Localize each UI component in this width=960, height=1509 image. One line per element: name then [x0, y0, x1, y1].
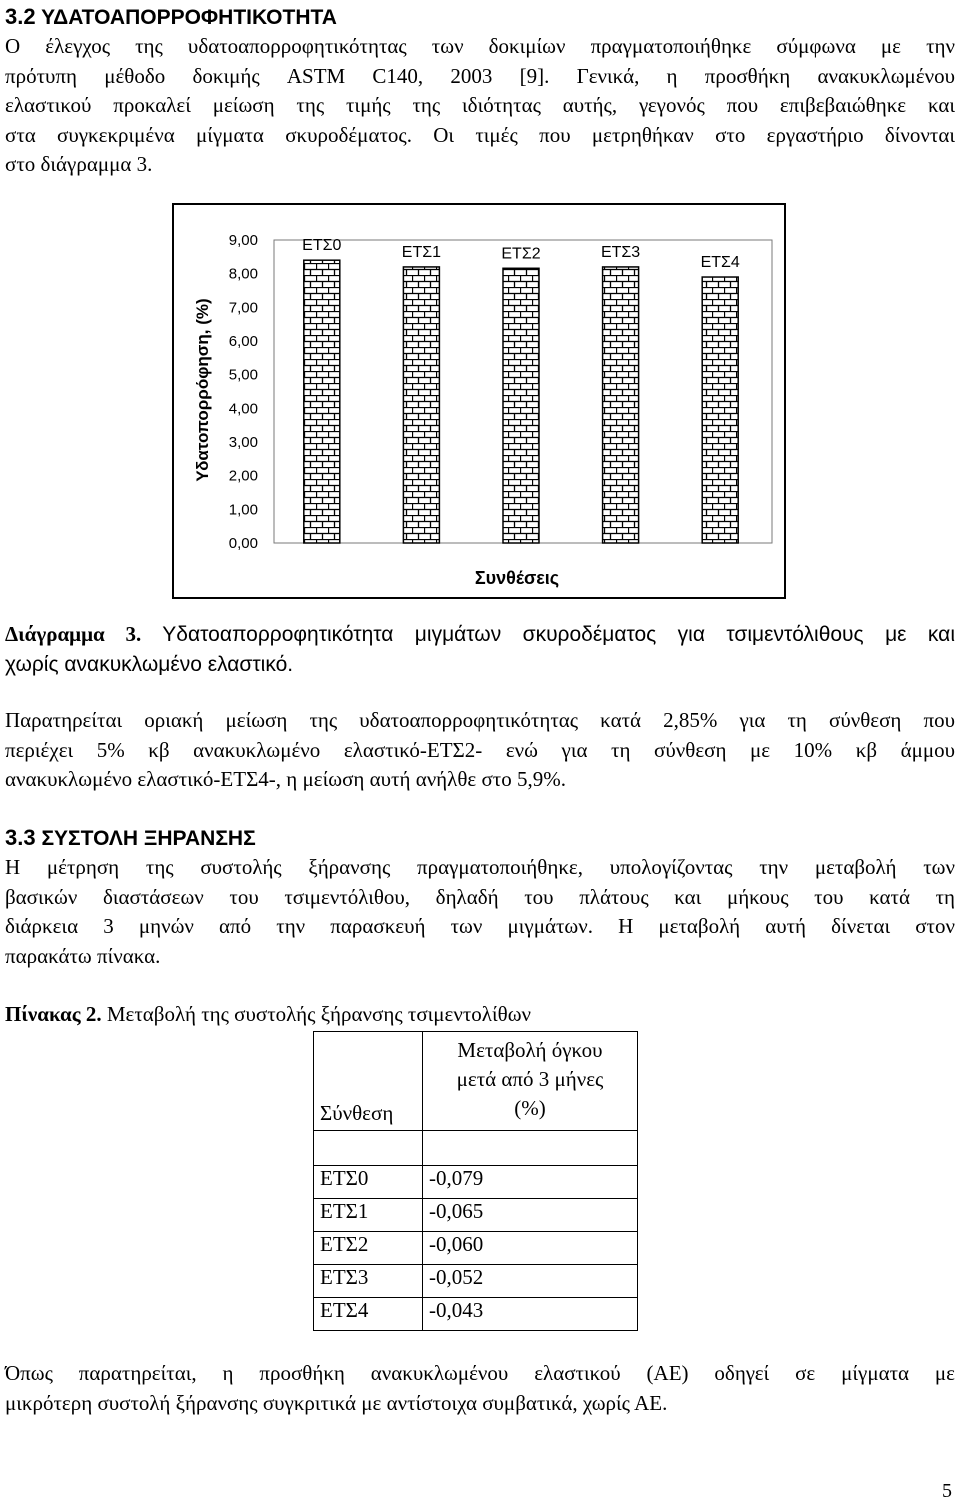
bar: [304, 260, 340, 543]
paragraph-line: παρακάτω πίνακα.: [5, 943, 161, 968]
paragraph-line: μικρότερη συστολή ξήρανσης συγκριτικά με αντίστοιχα συμβατικά, χωρίς ΑΕ.: [5, 1390, 668, 1415]
section-heading-3-2: [5, 4, 337, 30]
table-spacer-cell: [314, 1131, 423, 1166]
water-absorption-chart: [172, 203, 788, 602]
header-line: μετά από 3 μήνες: [456, 1067, 604, 1091]
table-cell-change: -0,065: [423, 1199, 638, 1232]
bar-category-label: ΕΤΣ2: [501, 245, 541, 263]
paragraph-line: στα συγκεκριμένα μίγματα σκυροδέματος. Οι τιμές που μετρηθήκαν στο εργαστήριο δίνονται: [5, 122, 955, 147]
section-number: 3.2: [5, 4, 36, 29]
table-cell-composition: ΕΤΣ0: [314, 1166, 423, 1199]
y-tick-label: 5,00: [228, 366, 258, 384]
table-cell-composition: ΕΤΣ4: [314, 1298, 423, 1331]
bar-category-label: ΕΤΣ1: [401, 243, 442, 261]
table-cell-composition: ΕΤΣ1: [314, 1199, 423, 1232]
table-spacer-cell: [423, 1131, 638, 1166]
paragraph-line: διάρκεια 3 μηνών από την παρασκευή των μιγμάτων. Η μεταβολή αυτή δίνεται στον: [5, 914, 955, 938]
table-cell-composition: ΕΤΣ2: [314, 1232, 423, 1265]
table-row: [314, 1298, 638, 1331]
y-tick-label: 0,00: [228, 535, 258, 552]
bar: [603, 267, 639, 543]
section-number: 3.3: [5, 825, 36, 850]
figure-caption-line: [5, 620, 955, 650]
section-3-3-paragraph: [5, 853, 955, 971]
paragraph-line: στο διάγραμμα 3.: [5, 152, 153, 176]
y-tick-label: 4,00: [228, 400, 258, 418]
paragraph-line: Παρατηρείται οριακή μείωση της υδατοαπορροφητικότητας κατά 2,85% για τη σύνθεση που: [5, 708, 955, 732]
paragraph-line: Όπως παρατηρείται, η προσθήκη ανακυκλωμένου ελαστικού (ΑΕ) οδηγεί σε μίγματα με: [5, 1361, 955, 1385]
table-cell-change: -0,079: [423, 1166, 638, 1199]
paragraph-line: ελαστικού προκαλεί μείωση της τιμής της ιδιότητας αυτής, γεγονός που επιβεβαιώθηκε και: [5, 93, 955, 117]
shrinkage-table: [313, 1031, 638, 1331]
y-tick-label: 2,00: [228, 467, 258, 485]
y-tick-label: 1,00: [228, 501, 258, 519]
figure-caption-text: Υδατοαπορροφητικότητα μιγμάτων σκυροδέματος για τσιμεντόλιθους με και: [141, 623, 955, 646]
header-line: Μεταβολή όγκου: [457, 1038, 603, 1062]
section-title: ΥΔΑΤΟΑΠΟΡΡΟΦΗΤΙΚΟΤΗΤΑ: [41, 6, 337, 29]
y-axis-label: Υδατοπορρόφηση, (%): [193, 298, 212, 482]
paragraph-line: Ο έλεγχος της υδατοαπορροφητικότητας των δοκιμίων πραγματοποιήθηκε σύμφωνα με την: [5, 34, 955, 58]
table-row: [314, 1265, 638, 1298]
table-cell-change: -0,052: [423, 1265, 638, 1298]
y-tick-label: 3,00: [228, 434, 258, 451]
paragraph-line: ανακυκλωμένο ελαστικό-ΕΤΣ4-, η μείωση αυτή ανήλθε στο 5,9%.: [5, 767, 566, 791]
table-cell-change: -0,060: [423, 1232, 638, 1265]
y-tick-label: 7,00: [228, 299, 258, 317]
table-row: [314, 1199, 638, 1232]
table-cell-composition: ΕΤΣ3: [314, 1265, 423, 1298]
table-caption: [5, 1002, 531, 1027]
paragraph-line: περιέχει 5% κβ ανακυκλωμένο ελαστικό-ΕΤΣ2- ενώ για τη σύνθεση με 10% κβ άμμου: [5, 737, 955, 762]
x-axis-label: Συνθέσεις: [474, 568, 560, 588]
paragraph-line: βασικών διαστάσεων του τσιμεντόλιθου, δηλαδή του πλάτους και μήκους του κατά τη: [5, 884, 955, 909]
bar: [503, 268, 539, 543]
table-cell-change: -0,043: [423, 1298, 638, 1331]
figure-caption: [5, 620, 955, 679]
table-caption-label: Πίνακας 2.: [5, 1002, 102, 1026]
observation-paragraph: [5, 706, 955, 795]
section-heading-3-3: [5, 825, 256, 851]
y-tick-label: 8,00: [228, 265, 258, 283]
conclusion-paragraph: [5, 1359, 955, 1418]
header-line: (%): [514, 1096, 546, 1120]
paragraph-line: Η μέτρηση της συστολής ξήρανσης πραγματοποιήθηκε, υπολογίζοντας την μεταβολή των: [5, 855, 955, 879]
y-tick-label: 6,00: [228, 333, 258, 350]
figure-caption-label: Διάγραμμα 3.: [5, 622, 142, 646]
bar-category-label: ΕΤΣ0: [302, 237, 342, 255]
table-header-composition: [314, 1032, 423, 1131]
y-tick-label: 9,00: [228, 232, 258, 249]
table-header-change: [423, 1032, 638, 1131]
paragraph-line: πρότυπη μέθοδο δοκιμής ASTM C140, 2003 [9]. Γενικά, η προσθήκη ανακυκλωμένου: [5, 63, 955, 88]
table-row: [314, 1166, 638, 1199]
table-caption-text: Μεταβολή της συστολής ξήρανσης τσιμεντολίθων: [101, 1002, 532, 1026]
page-number: 5: [942, 1480, 952, 1502]
bar: [403, 267, 439, 543]
bar-category-label: ΕΤΣ4: [700, 254, 740, 272]
header-composition-label: Σύνθεση: [320, 1101, 394, 1125]
table-header-row: [314, 1032, 638, 1131]
section-title: ΣΥΣΤΟΛΗ ΞΗΡΑΝΣΗΣ: [41, 827, 256, 850]
table-spacer-row: [314, 1131, 638, 1166]
figure-caption-line-2: χωρίς ανακυκλωμένο ελαστικό.: [5, 652, 294, 676]
bar: [702, 277, 738, 543]
bar-category-label: ΕΤΣ3: [600, 243, 641, 261]
table-row: [314, 1232, 638, 1265]
section-3-2-paragraph: [5, 32, 955, 180]
